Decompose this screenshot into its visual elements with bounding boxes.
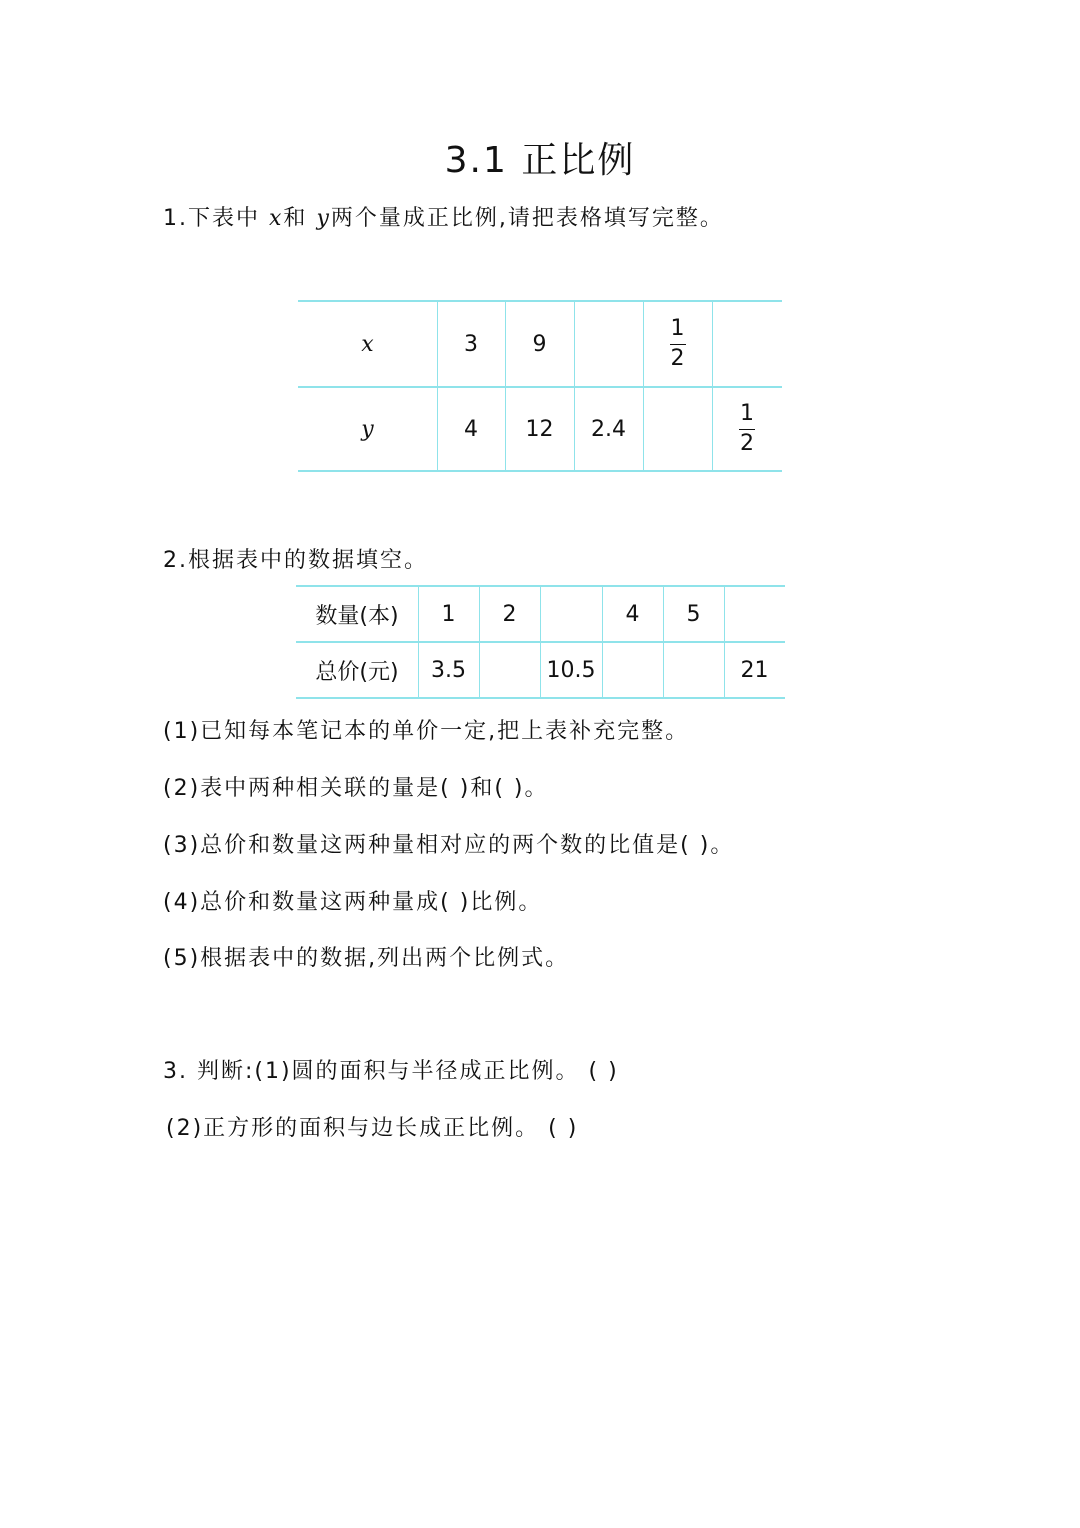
fraction-one-half bbox=[739, 402, 755, 455]
question-3-line-2: (2)正方形的面积与边长成正比例。 ( ) bbox=[166, 1116, 579, 1141]
proportion-table-1 bbox=[298, 300, 782, 472]
q1-var-y: y bbox=[316, 206, 331, 231]
table-cell[interactable]: 4 bbox=[625, 601, 640, 627]
q1-mid: 和 bbox=[283, 206, 308, 231]
fraction-bar bbox=[739, 429, 755, 430]
row-label-x: x bbox=[361, 331, 374, 357]
question-2-sub-4: (4)总价和数量这两种量成( )比例。 bbox=[163, 890, 543, 915]
table-cell[interactable] bbox=[663, 643, 724, 697]
fraction-bar bbox=[670, 344, 686, 345]
question-2-sub-3: (3)总价和数量这两种量相对应的两个数的比值是( )。 bbox=[163, 833, 735, 858]
table-cell[interactable] bbox=[643, 302, 712, 386]
price-table bbox=[296, 585, 785, 699]
table-cell[interactable] bbox=[643, 388, 712, 470]
table-cell[interactable]: 4 bbox=[464, 416, 478, 442]
question-2-sub-2: (2)表中两种相关联的量是( )和( )。 bbox=[163, 776, 549, 801]
table-cell[interactable] bbox=[479, 643, 540, 697]
question-2-sub-5: (5)根据表中的数据,列出两个比例式。 bbox=[163, 946, 570, 971]
table-cell[interactable] bbox=[574, 302, 643, 386]
row-label-y: y bbox=[361, 416, 374, 442]
table-cell[interactable]: 1 bbox=[441, 601, 456, 627]
q1-var-x: x bbox=[269, 206, 284, 231]
table-cell[interactable]: 3 bbox=[464, 331, 478, 357]
table-line bbox=[298, 470, 782, 472]
table-cell[interactable]: 2.4 bbox=[591, 416, 626, 442]
table-cell[interactable]: 2 bbox=[502, 601, 517, 627]
table-cell[interactable] bbox=[724, 587, 785, 641]
q1-prefix: 1.下表中 bbox=[163, 206, 260, 231]
table-cell[interactable] bbox=[712, 388, 782, 470]
table-cell[interactable]: 9 bbox=[532, 331, 547, 357]
fraction-numerator: 1 bbox=[670, 316, 685, 342]
table-cell[interactable] bbox=[602, 643, 663, 697]
question-1-prompt bbox=[163, 201, 724, 232]
page-title: 3.1 正比例 bbox=[444, 140, 636, 181]
question-2-sub-1: (1)已知每本笔记本的单价一定,把上表补充完整。 bbox=[163, 719, 690, 744]
fraction-denominator: 2 bbox=[740, 430, 754, 456]
table-cell[interactable] bbox=[540, 587, 602, 641]
table-cell[interactable]: 5 bbox=[686, 601, 701, 627]
table-cell[interactable]: 12 bbox=[525, 416, 554, 442]
row-label-quantity: 数量(本) bbox=[315, 603, 399, 629]
table-cell[interactable]: 21 bbox=[740, 657, 769, 683]
table-cell[interactable] bbox=[712, 302, 782, 386]
table-cell[interactable]: 3.5 bbox=[431, 657, 466, 683]
row-label-total-price: 总价(元) bbox=[315, 659, 399, 685]
table-cell[interactable]: 10.5 bbox=[546, 657, 596, 683]
fraction-one-half bbox=[670, 317, 686, 370]
question-3-line-1: 3. 判断:(1)圆的面积与半径成正比例。 ( ) bbox=[163, 1059, 619, 1084]
fraction-denominator: 2 bbox=[670, 345, 685, 371]
question-2-prompt: 2.根据表中的数据填空。 bbox=[163, 548, 428, 573]
fraction-numerator: 1 bbox=[740, 401, 754, 427]
q1-suffix: 两个量成正比例,请把表格填写完整。 bbox=[330, 206, 724, 231]
